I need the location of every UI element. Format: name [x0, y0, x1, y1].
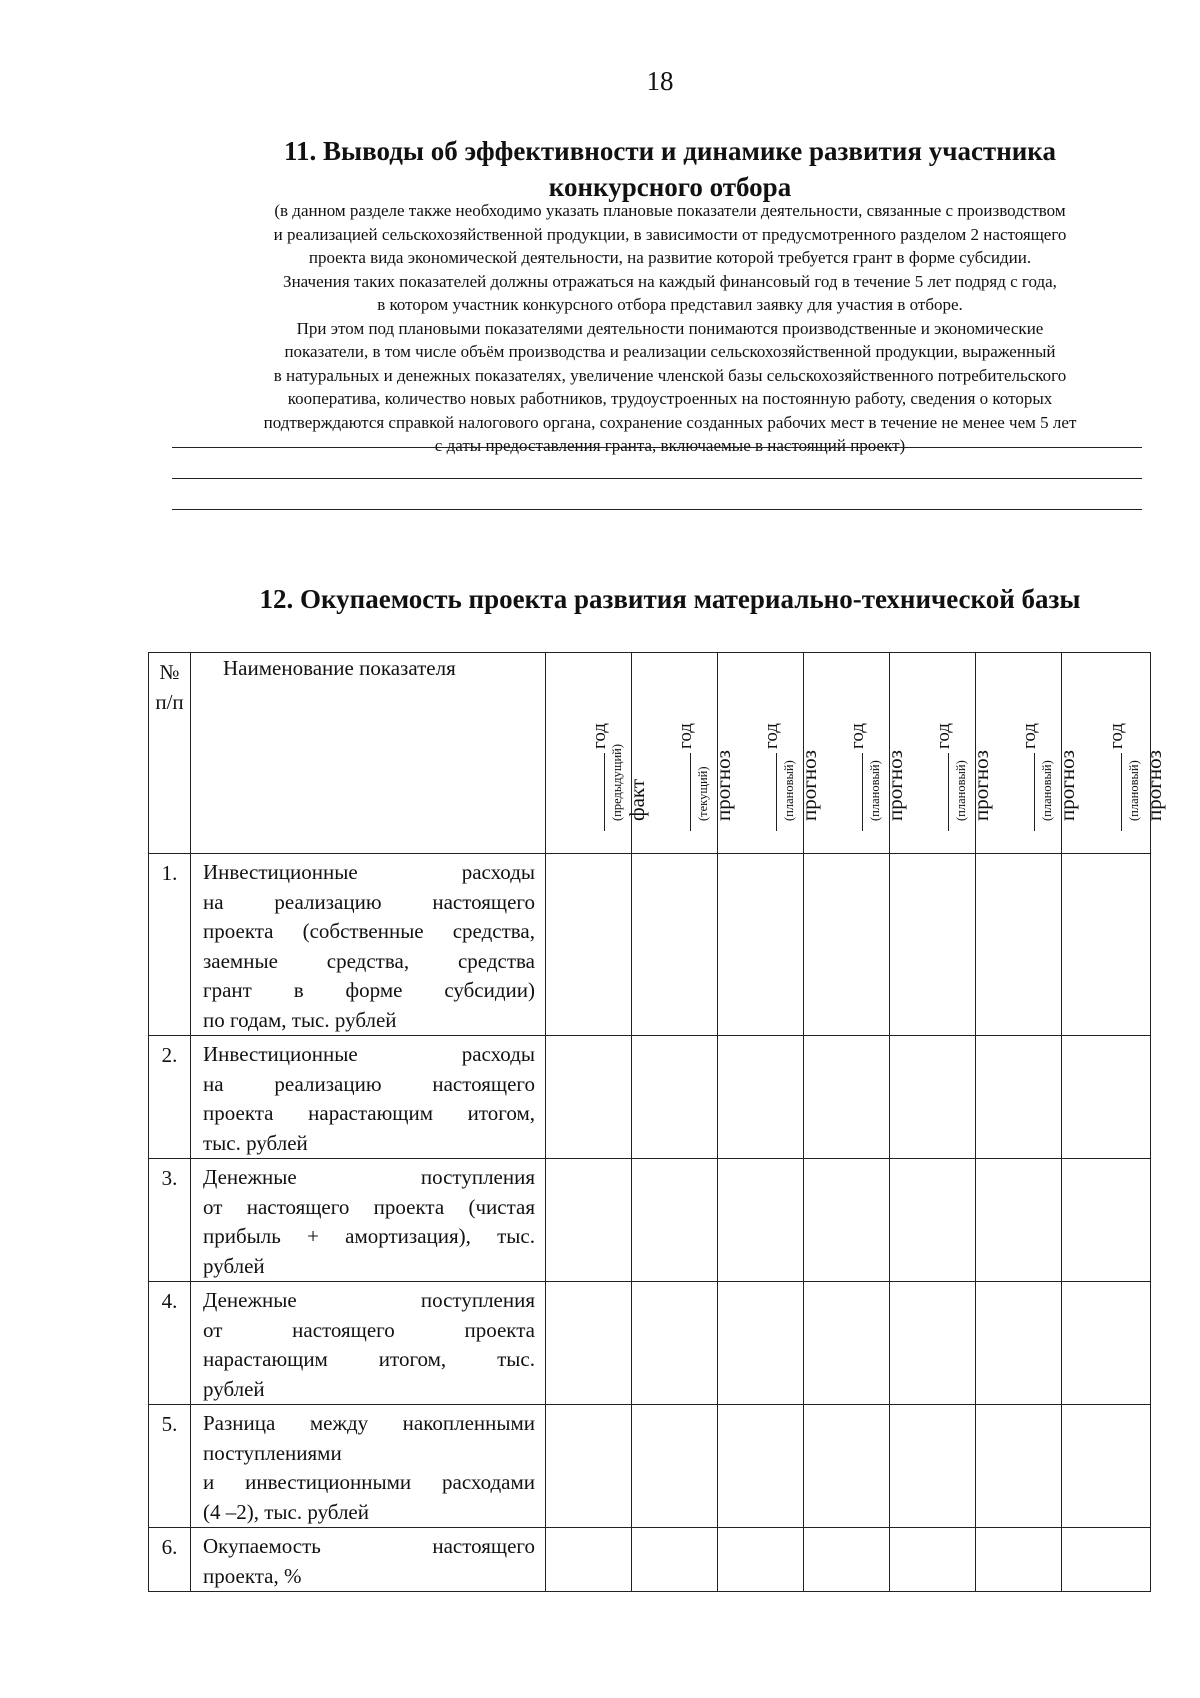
header-year-cell — [632, 653, 735, 854]
table-row — [149, 854, 1151, 1036]
instruction-line: проекта вида экономической деятельности, на развитие которой требуется грант в форме субсидии. — [308, 248, 1032, 267]
value-cell[interactable] — [976, 1405, 1062, 1528]
value-cell[interactable] — [976, 1528, 1062, 1592]
value-cell[interactable] — [976, 1036, 1062, 1159]
year-word: год — [1106, 723, 1127, 749]
header-year-cell — [1062, 653, 1166, 854]
header-name-cell: Наименование показателя — [191, 653, 546, 854]
value-cell[interactable] — [1062, 1036, 1151, 1159]
indicator-name-line: Денежные поступления — [203, 1165, 535, 1189]
indicator-name-line: проекта, % — [203, 1563, 302, 1588]
value-cell[interactable] — [804, 1528, 890, 1592]
year-kind-label: прогноз — [1054, 750, 1079, 821]
value-cell[interactable] — [546, 1159, 632, 1282]
header-num-cell — [149, 653, 191, 854]
header-year-cell — [976, 653, 1079, 854]
indicator-name-line: от настоящего проекта (чистая — [203, 1194, 535, 1219]
value-cell[interactable] — [890, 1036, 976, 1159]
value-cell[interactable] — [804, 1159, 890, 1282]
table-row — [149, 1282, 1151, 1405]
value-cell[interactable] — [804, 1405, 890, 1528]
page-number: 18 — [646, 66, 674, 96]
value-cell[interactable] — [632, 1528, 718, 1592]
value-cell[interactable] — [546, 1036, 632, 1159]
row-number: 1. — [149, 854, 191, 1036]
value-cell[interactable] — [1062, 1159, 1151, 1282]
year-kind-label: прогноз — [796, 750, 821, 821]
section-12-title: 12. Окупаемость проекта развития материально-технической базы — [259, 584, 1081, 614]
year-word: год — [846, 723, 868, 749]
indicator-name — [191, 854, 546, 1036]
indicator-name-line: (4 –2), тыс. рублей — [203, 1499, 369, 1524]
instruction-line: в котором участник конкурсного отбора представил заявку для участия в отборе. — [377, 295, 963, 314]
indicator-name-line: по годам, тыс. рублей — [203, 1007, 397, 1032]
section-11-title — [170, 133, 1170, 205]
table-row — [149, 1159, 1151, 1282]
year-kind-label: прогноз — [1142, 750, 1166, 821]
indicator-name-line: рублей — [203, 1376, 265, 1401]
header-num-line-2: п/п — [155, 690, 184, 714]
year-kind-label: прогноз — [710, 750, 735, 821]
indicator-name-line: проекта (собственные средства, — [203, 919, 535, 943]
year-word: год — [674, 723, 696, 749]
row-number: 2. — [149, 1036, 191, 1159]
instruction-line: с даты предоставления гранта, включаемые в настоящий проект) — [434, 436, 906, 455]
value-cell[interactable] — [804, 1036, 890, 1159]
indicator-name-line: от настоящего проекта — [203, 1317, 535, 1342]
value-cell[interactable] — [890, 1528, 976, 1592]
year-type-label: (плановый) — [1127, 760, 1141, 821]
value-cell[interactable] — [976, 854, 1062, 1036]
year-word: год — [932, 723, 954, 749]
indicator-name — [191, 1528, 546, 1592]
year-type-label: (текущий) — [695, 766, 710, 821]
row-number: 6. — [149, 1528, 191, 1592]
table-row — [149, 1405, 1151, 1528]
value-cell[interactable] — [632, 1405, 718, 1528]
table-row — [149, 1036, 1151, 1159]
indicator-name-line: прибыль + амортизация), тыс. — [203, 1224, 535, 1248]
fill-line-2[interactable] — [172, 478, 1142, 479]
value-cell[interactable] — [890, 1405, 976, 1528]
value-cell[interactable] — [546, 854, 632, 1036]
indicator-name-line: Денежные поступления — [203, 1288, 535, 1312]
value-cell[interactable] — [718, 1282, 804, 1405]
table-header-row — [149, 653, 1151, 854]
indicator-name-line: заемные средства, средства — [203, 948, 535, 973]
indicator-name-line: Инвестиционные расходы — [203, 860, 535, 884]
value-cell[interactable] — [890, 1282, 976, 1405]
year-type-label: (плановый) — [781, 760, 796, 821]
year-blank-line[interactable] — [1121, 753, 1122, 831]
instruction-line: в натуральных и денежных показателях, увеличение членской базы сельскохозяйственного потребительского — [273, 365, 1067, 385]
value-cell[interactable] — [632, 854, 718, 1036]
indicator-name-line: на реализацию настоящего — [203, 889, 535, 914]
row-number: 4. — [149, 1282, 191, 1405]
value-cell[interactable] — [1062, 1282, 1151, 1405]
indicator-name-line: грант в форме субсидии) — [203, 978, 535, 1002]
value-cell[interactable] — [632, 1036, 718, 1159]
year-blank-line[interactable] — [690, 753, 691, 831]
section-11-title-line-1: 11. Выводы об эффективности и динамике развития участника — [284, 136, 1056, 166]
value-cell[interactable] — [632, 1282, 718, 1405]
year-type-label: (предыдущий) — [609, 743, 624, 821]
value-cell[interactable] — [718, 1036, 804, 1159]
indicator-name-line: Окупаемость настоящего — [203, 1534, 535, 1558]
value-cell[interactable] — [1062, 854, 1151, 1036]
header-num-line-1: № — [159, 660, 180, 684]
year-type-label: (плановый) — [1039, 760, 1054, 821]
year-kind-label: факт — [624, 778, 649, 821]
fill-line-3[interactable] — [172, 509, 1142, 510]
instruction-line: и реализацией сельскохозяйственной продукции, в зависимости от предусмотренного разделом 2 настоящего — [273, 224, 1067, 244]
indicator-name — [191, 1405, 546, 1528]
value-cell[interactable] — [1062, 1528, 1151, 1592]
instruction-line: При этом под плановыми показателями деятельности понимаются производственные и экономические — [296, 318, 1044, 338]
value-cell[interactable] — [546, 1405, 632, 1528]
year-type-label: (плановый) — [867, 760, 882, 821]
year-blank-line[interactable] — [776, 753, 777, 831]
year-type-label: (плановый) — [953, 760, 968, 821]
year-blank-line[interactable] — [1034, 753, 1035, 831]
value-cell[interactable] — [890, 1159, 976, 1282]
value-cell[interactable] — [976, 1159, 1062, 1282]
row-number: 5. — [149, 1405, 191, 1528]
section-11-title-line-2: конкурсного отбора — [548, 172, 792, 202]
value-cell[interactable] — [976, 1282, 1062, 1405]
year-blank-line[interactable] — [948, 753, 949, 831]
value-cell[interactable] — [1062, 1405, 1151, 1528]
indicator-name-line: Инвестиционные расходы — [203, 1042, 535, 1066]
year-blank-line[interactable] — [604, 753, 605, 831]
value-cell[interactable] — [718, 1159, 804, 1282]
table-row — [149, 1528, 1151, 1592]
value-cell[interactable] — [718, 1405, 804, 1528]
instruction-line: Значения таких показателей должны отражаться на каждый финансовый год в течение 5 лет подряд с года, — [283, 271, 1057, 291]
row-number: 3. — [149, 1159, 191, 1282]
year-kind-label: прогноз — [882, 750, 907, 821]
value-cell[interactable] — [718, 854, 804, 1036]
fill-line-1[interactable] — [172, 447, 1142, 448]
year-word: год — [588, 723, 610, 749]
header-year-cell — [890, 653, 993, 854]
indicator-name-line: поступлениями — [203, 1440, 342, 1465]
instruction-line: подтверждаются справкой налогового органа, сохранение созданных рабочих мест в течение не менее чем 5 лет — [263, 412, 1077, 432]
value-cell[interactable] — [632, 1159, 718, 1282]
section-11-instructions — [160, 199, 1180, 458]
indicator-name — [191, 1036, 546, 1159]
instruction-line: кооператива, количество новых работников, трудоустроенных на постоянную работу, сведения о которых — [287, 389, 1053, 408]
value-cell[interactable] — [546, 1282, 632, 1405]
value-cell[interactable] — [890, 854, 976, 1036]
indicator-name — [191, 1282, 546, 1405]
indicator-name-line: и инвестиционными расходами — [203, 1470, 535, 1494]
header-year-cell — [546, 653, 649, 854]
indicator-name-line: Разница между накопленными — [203, 1411, 535, 1435]
indicator-name-line: нарастающим итогом, тыс. — [203, 1347, 535, 1371]
indicator-name — [191, 1159, 546, 1282]
header-year-cell — [804, 653, 907, 854]
value-cell[interactable] — [546, 1528, 632, 1592]
indicator-name-line: тыс. рублей — [203, 1130, 308, 1155]
instruction-line: показатели, в том числе объём производства и реализации сельскохозяйственной продукции, выраженный — [284, 342, 1056, 361]
value-cell[interactable] — [804, 1282, 890, 1405]
header-year-cell — [718, 653, 821, 854]
payback-table — [148, 652, 1166, 1592]
year-blank-line[interactable] — [862, 753, 863, 831]
year-word: год — [760, 723, 782, 749]
indicator-name-line: рублей — [203, 1253, 265, 1278]
value-cell[interactable] — [804, 854, 890, 1036]
value-cell[interactable] — [718, 1528, 804, 1592]
instruction-line: (в данном разделе также необходимо указать плановые показатели деятельности, связанные с производством — [274, 201, 1066, 220]
year-kind-label: прогноз — [968, 750, 993, 821]
year-word: год — [1018, 723, 1040, 749]
indicator-name-line: на реализацию настоящего — [203, 1071, 535, 1096]
indicator-name-line: проекта нарастающим итогом, — [203, 1101, 535, 1125]
